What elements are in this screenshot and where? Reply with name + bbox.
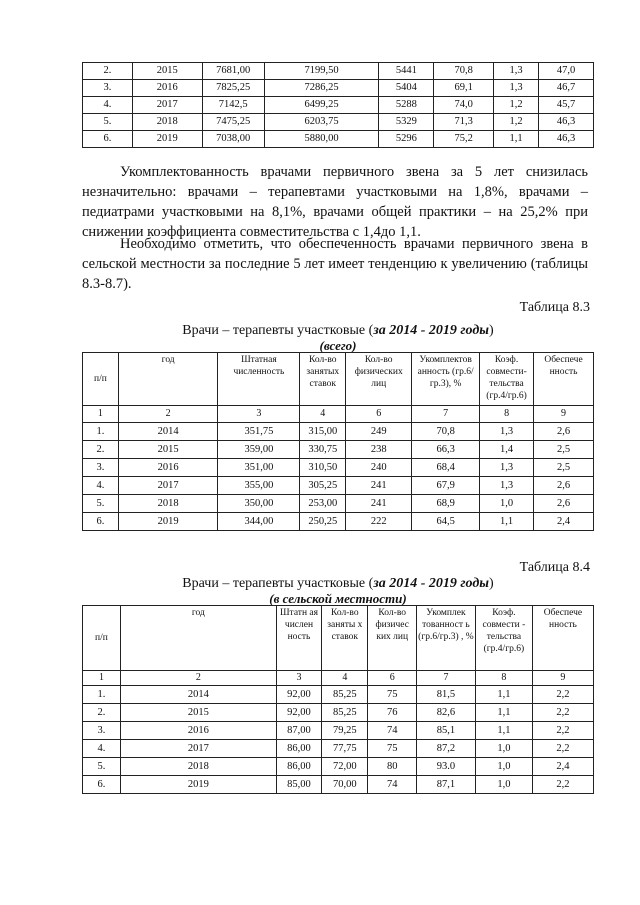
table-cell: 87,1 bbox=[416, 776, 475, 794]
column-number: 9 bbox=[532, 671, 593, 686]
column-number-row bbox=[83, 671, 594, 686]
table-cell: 75 bbox=[368, 740, 416, 758]
table-cell: 4. bbox=[83, 97, 133, 114]
table-cell: 351,00 bbox=[218, 459, 300, 477]
table-cell: 1,3 bbox=[494, 63, 539, 80]
table-cell: 2. bbox=[83, 704, 121, 722]
table-cell: 2,2 bbox=[532, 704, 593, 722]
table-cell: 5. bbox=[83, 758, 121, 776]
column-number: 8 bbox=[475, 671, 532, 686]
column-header: Коэф. совмести-тельства (гр.4/гр.6) bbox=[480, 353, 534, 406]
table-cell: 80 bbox=[368, 758, 416, 776]
column-header: п/п bbox=[83, 353, 119, 406]
table-cell: 305,25 bbox=[300, 477, 346, 495]
column-number: 7 bbox=[412, 406, 480, 423]
column-header: Штатн ая числен ность bbox=[276, 606, 321, 671]
table-cell: 5296 bbox=[379, 131, 434, 148]
table-row bbox=[83, 495, 594, 513]
table-cell: 310,50 bbox=[300, 459, 346, 477]
table-cell: 1,2 bbox=[494, 97, 539, 114]
table-cell: 77,75 bbox=[322, 740, 368, 758]
table-8-4-subtitle: (в сельской местности) bbox=[269, 591, 407, 606]
table-cell: 92,00 bbox=[276, 704, 321, 722]
table-cell: 1,1 bbox=[475, 686, 532, 704]
table-cell: 2,5 bbox=[534, 441, 594, 459]
table-cell: 2,2 bbox=[532, 776, 593, 794]
table-cell: 2,6 bbox=[534, 495, 594, 513]
table-cell: 85,25 bbox=[322, 686, 368, 704]
table-cell: 359,00 bbox=[218, 441, 300, 459]
table-cell: 1,2 bbox=[494, 114, 539, 131]
table-cell: 2016 bbox=[118, 459, 218, 477]
table-cell: 3. bbox=[83, 80, 133, 97]
table-cell: 87,00 bbox=[276, 722, 321, 740]
table-cell: 7286,25 bbox=[264, 80, 379, 97]
table-cell: 79,25 bbox=[322, 722, 368, 740]
table-cell: 1,3 bbox=[480, 459, 534, 477]
table-cell: 75 bbox=[368, 686, 416, 704]
table-cell: 2019 bbox=[120, 776, 276, 794]
table-row bbox=[83, 423, 594, 441]
table-row bbox=[83, 80, 594, 97]
table-cell: 7825,25 bbox=[202, 80, 264, 97]
table-cell: 2,2 bbox=[532, 740, 593, 758]
table-cell: 5. bbox=[83, 114, 133, 131]
table-cell: 253,00 bbox=[300, 495, 346, 513]
table-row bbox=[83, 513, 594, 531]
table-cell: 2017 bbox=[118, 477, 218, 495]
table-row bbox=[83, 722, 594, 740]
table-row bbox=[83, 131, 594, 148]
table-cell: 249 bbox=[346, 423, 412, 441]
table-row bbox=[83, 63, 594, 80]
table-row bbox=[83, 97, 594, 114]
table-8-3-subtitle: (всего) bbox=[319, 338, 357, 353]
column-number: 9 bbox=[534, 406, 594, 423]
table-cell: 7199,50 bbox=[264, 63, 379, 80]
table-8-3-label: Таблица 8.3 bbox=[519, 300, 590, 315]
table-cell: 75,2 bbox=[434, 131, 494, 148]
table-cell: 93.0 bbox=[416, 758, 475, 776]
table-cell: 2016 bbox=[132, 80, 202, 97]
table-cell: 6. bbox=[83, 513, 119, 531]
table-cell: 344,00 bbox=[218, 513, 300, 531]
column-header: Обеспече нность bbox=[534, 353, 594, 406]
table-cell: 2016 bbox=[120, 722, 276, 740]
column-number: 1 bbox=[83, 406, 119, 423]
column-number: 4 bbox=[322, 671, 368, 686]
table-cell: 7475,25 bbox=[202, 114, 264, 131]
table-row bbox=[83, 740, 594, 758]
table-cell: 82,6 bbox=[416, 704, 475, 722]
table-cell: 5288 bbox=[379, 97, 434, 114]
column-header: год bbox=[118, 353, 218, 406]
table-cell: 2,2 bbox=[532, 722, 593, 740]
table-cell: 74 bbox=[368, 776, 416, 794]
table-row bbox=[83, 459, 594, 477]
table-cell: 250,25 bbox=[300, 513, 346, 531]
table-row bbox=[83, 686, 594, 704]
table-cell: 5441 bbox=[379, 63, 434, 80]
header-row bbox=[83, 353, 594, 406]
table-cell: 76 bbox=[368, 704, 416, 722]
table-cell: 2,5 bbox=[534, 459, 594, 477]
header-row bbox=[83, 606, 594, 671]
table-cell: 74,0 bbox=[434, 97, 494, 114]
table-cell: 2019 bbox=[118, 513, 218, 531]
table-cell: 1. bbox=[83, 686, 121, 704]
table-cell: 6499,25 bbox=[264, 97, 379, 114]
table-8-4-label: Таблица 8.4 bbox=[519, 560, 590, 575]
table-cell: 2018 bbox=[120, 758, 276, 776]
table-8-3 bbox=[82, 352, 594, 531]
table-cell: 2015 bbox=[120, 704, 276, 722]
column-header: Обеспече нность bbox=[532, 606, 593, 671]
column-header: Кол-во занятых ставок bbox=[300, 353, 346, 406]
paragraph-staffing: Укомплектованность врачами первичного звена за 5 лет снизилась незначительно: врачами – терапевтами участковыми на 1,8%, врачами – педиатрами участковыми на 8,1%, врачами общей практики – на 25,2% при снижении коэффициента совместительства с 1,4до 1,1. bbox=[82, 164, 588, 240]
table-cell: 2017 bbox=[132, 97, 202, 114]
table-cell: 2,2 bbox=[532, 686, 593, 704]
table-cell: 7681,00 bbox=[202, 63, 264, 80]
table-cell: 1,0 bbox=[480, 495, 534, 513]
table-cell: 70,00 bbox=[322, 776, 368, 794]
table-cell: 2017 bbox=[120, 740, 276, 758]
table-cell: 68,9 bbox=[412, 495, 480, 513]
table-cell: 2015 bbox=[132, 63, 202, 80]
table-cell: 240 bbox=[346, 459, 412, 477]
table-8-4-title: Врачи – терапевты участковые (за 2014 - 2019 годы) bbox=[182, 576, 494, 591]
column-number: 4 bbox=[300, 406, 346, 423]
table-cell: 1,1 bbox=[475, 704, 532, 722]
table-cell: 355,00 bbox=[218, 477, 300, 495]
column-number: 8 bbox=[480, 406, 534, 423]
table-cell: 87,2 bbox=[416, 740, 475, 758]
table-cell: 315,00 bbox=[300, 423, 346, 441]
table-cell: 81,5 bbox=[416, 686, 475, 704]
table-cell: 85,25 bbox=[322, 704, 368, 722]
table-cell: 2. bbox=[83, 441, 119, 459]
table-cell: 2,4 bbox=[534, 513, 594, 531]
table-row bbox=[83, 114, 594, 131]
column-header: год bbox=[120, 606, 276, 671]
table-cell: 71,3 bbox=[434, 114, 494, 131]
table-cell: 66,3 bbox=[412, 441, 480, 459]
table-cell: 92,00 bbox=[276, 686, 321, 704]
column-header: Кол-во физичес ких лиц bbox=[368, 606, 416, 671]
table-cell: 1,1 bbox=[494, 131, 539, 148]
column-header: Коэф. совмести - тельства (гр.4/гр.6) bbox=[475, 606, 532, 671]
table-cell: 7038,00 bbox=[202, 131, 264, 148]
table-cell: 5404 bbox=[379, 80, 434, 97]
table-cell: 2018 bbox=[132, 114, 202, 131]
table-cell: 7142,5 bbox=[202, 97, 264, 114]
column-number: 3 bbox=[276, 671, 321, 686]
table-cell: 238 bbox=[346, 441, 412, 459]
table-cell: 46,3 bbox=[539, 131, 594, 148]
table-cell: 5880,00 bbox=[264, 131, 379, 148]
table-cell: 2014 bbox=[120, 686, 276, 704]
column-number: 1 bbox=[83, 671, 121, 686]
table-cell: 4. bbox=[83, 740, 121, 758]
table-cell: 1,3 bbox=[480, 423, 534, 441]
table-cell: 6. bbox=[83, 776, 121, 794]
table-8-3-title: Врачи – терапевты участковые (за 2014 - 2019 годы) bbox=[182, 323, 494, 338]
column-number: 6 bbox=[346, 406, 412, 423]
table-cell: 2,6 bbox=[534, 423, 594, 441]
table-cell: 74 bbox=[368, 722, 416, 740]
table-cell: 4. bbox=[83, 477, 119, 495]
table-cell: 241 bbox=[346, 495, 412, 513]
column-number: 6 bbox=[368, 671, 416, 686]
table-cell: 69,1 bbox=[434, 80, 494, 97]
table-cell: 3. bbox=[83, 459, 119, 477]
table-cell: 241 bbox=[346, 477, 412, 495]
table-cell: 2015 bbox=[118, 441, 218, 459]
table-cell: 1. bbox=[83, 423, 119, 441]
table-cell: 64,5 bbox=[412, 513, 480, 531]
column-header: Кол-во физических лиц bbox=[346, 353, 412, 406]
table-cell: 47,0 bbox=[539, 63, 594, 80]
column-header: Штатная численность bbox=[218, 353, 300, 406]
column-header: Укомплектов анность (гр.6/гр.3), % bbox=[412, 353, 480, 406]
table-cell: 3. bbox=[83, 722, 121, 740]
table-cell: 1,0 bbox=[475, 776, 532, 794]
column-header: Кол-во заняты х ставок bbox=[322, 606, 368, 671]
column-number-row bbox=[83, 406, 594, 423]
table-cell: 46,7 bbox=[539, 80, 594, 97]
table-cell: 330,75 bbox=[300, 441, 346, 459]
table-row bbox=[83, 441, 594, 459]
column-header: Укомплек тованност ь (гр.6/гр.3) , % bbox=[416, 606, 475, 671]
table-cell: 1,1 bbox=[480, 513, 534, 531]
table-cell: 67,9 bbox=[412, 477, 480, 495]
table-cell: 70,8 bbox=[412, 423, 480, 441]
table-cell: 85,1 bbox=[416, 722, 475, 740]
table-cell: 72,00 bbox=[322, 758, 368, 776]
table-cell: 351,75 bbox=[218, 423, 300, 441]
column-number: 7 bbox=[416, 671, 475, 686]
table-cell: 5. bbox=[83, 495, 119, 513]
table-cell: 2019 bbox=[132, 131, 202, 148]
table-cell: 2,4 bbox=[532, 758, 593, 776]
table-cell: 46,3 bbox=[539, 114, 594, 131]
table-cell: 1,3 bbox=[480, 477, 534, 495]
table-cell: 1,4 bbox=[480, 441, 534, 459]
table-row bbox=[83, 704, 594, 722]
column-number: 2 bbox=[120, 671, 276, 686]
table-cell: 6. bbox=[83, 131, 133, 148]
table-cell: 2014 bbox=[118, 423, 218, 441]
table-cell: 1,1 bbox=[475, 722, 532, 740]
table-8-4 bbox=[82, 605, 594, 794]
table-cell: 68,4 bbox=[412, 459, 480, 477]
column-number: 3 bbox=[218, 406, 300, 423]
paragraph-rural: Необходимо отметить, что обеспеченность врачами первичного звена в сельской местности за последние 5 лет имеет тенденцию к увеличению (таблицы 8.3-8.7). bbox=[82, 236, 588, 292]
table-cell: 1,0 bbox=[475, 740, 532, 758]
table-cell: 86,00 bbox=[276, 740, 321, 758]
column-header: п/п bbox=[83, 606, 121, 671]
column-number: 2 bbox=[118, 406, 218, 423]
table-cell: 5329 bbox=[379, 114, 434, 131]
table-cell: 350,00 bbox=[218, 495, 300, 513]
table-cell: 45,7 bbox=[539, 97, 594, 114]
table-cell: 85,00 bbox=[276, 776, 321, 794]
continuation-table bbox=[82, 62, 594, 148]
table-cell: 6203,75 bbox=[264, 114, 379, 131]
table-row bbox=[83, 758, 594, 776]
table-cell: 86,00 bbox=[276, 758, 321, 776]
table-cell: 2018 bbox=[118, 495, 218, 513]
table-cell: 2,6 bbox=[534, 477, 594, 495]
table-cell: 70,8 bbox=[434, 63, 494, 80]
table-cell: 1,0 bbox=[475, 758, 532, 776]
table-row bbox=[83, 477, 594, 495]
table-cell: 1,3 bbox=[494, 80, 539, 97]
table-cell: 222 bbox=[346, 513, 412, 531]
table-cell: 2. bbox=[83, 63, 133, 80]
table-row bbox=[83, 776, 594, 794]
